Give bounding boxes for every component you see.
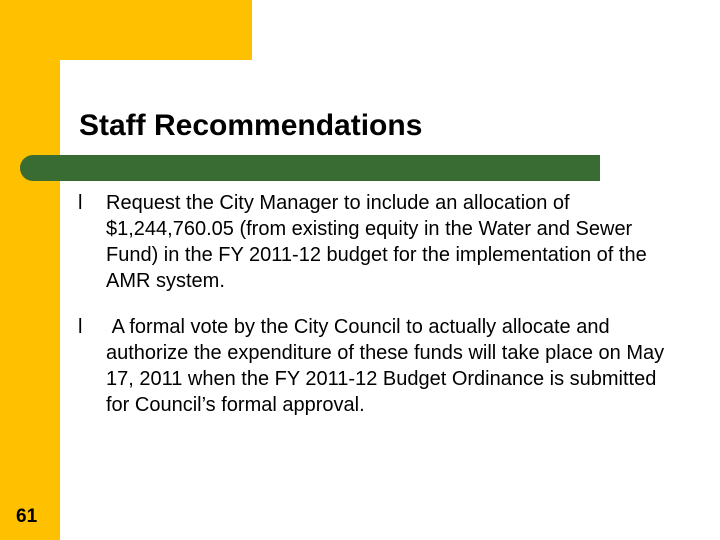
gold-side-band <box>0 0 60 540</box>
title-underline-bar <box>20 155 600 181</box>
bullet-item-2 <box>78 314 678 418</box>
gold-top-band <box>0 0 252 60</box>
page-number: 61 <box>16 506 38 527</box>
bullet-marker: l <box>78 316 83 338</box>
bullet-list <box>78 190 678 418</box>
bullet-text: Request the City Manager to include an allocation of $1,244,760.05 (from existing equity in the Water and Sewer Fund) in the FY 2011-12 budget for the implementation of the AMR system. <box>106 192 652 292</box>
bullet-text: A formal vote by the City Council to actually allocate and authorize the expenditure of these funds will take place on May 17, 2011 when the FY 2011-12 Budget Ordinance is submitted for Council’s formal approval. <box>106 316 670 416</box>
bullet-item-1 <box>78 190 678 294</box>
bullet-marker: l <box>78 192 83 214</box>
slide-title: Staff Recommendations <box>79 109 423 142</box>
